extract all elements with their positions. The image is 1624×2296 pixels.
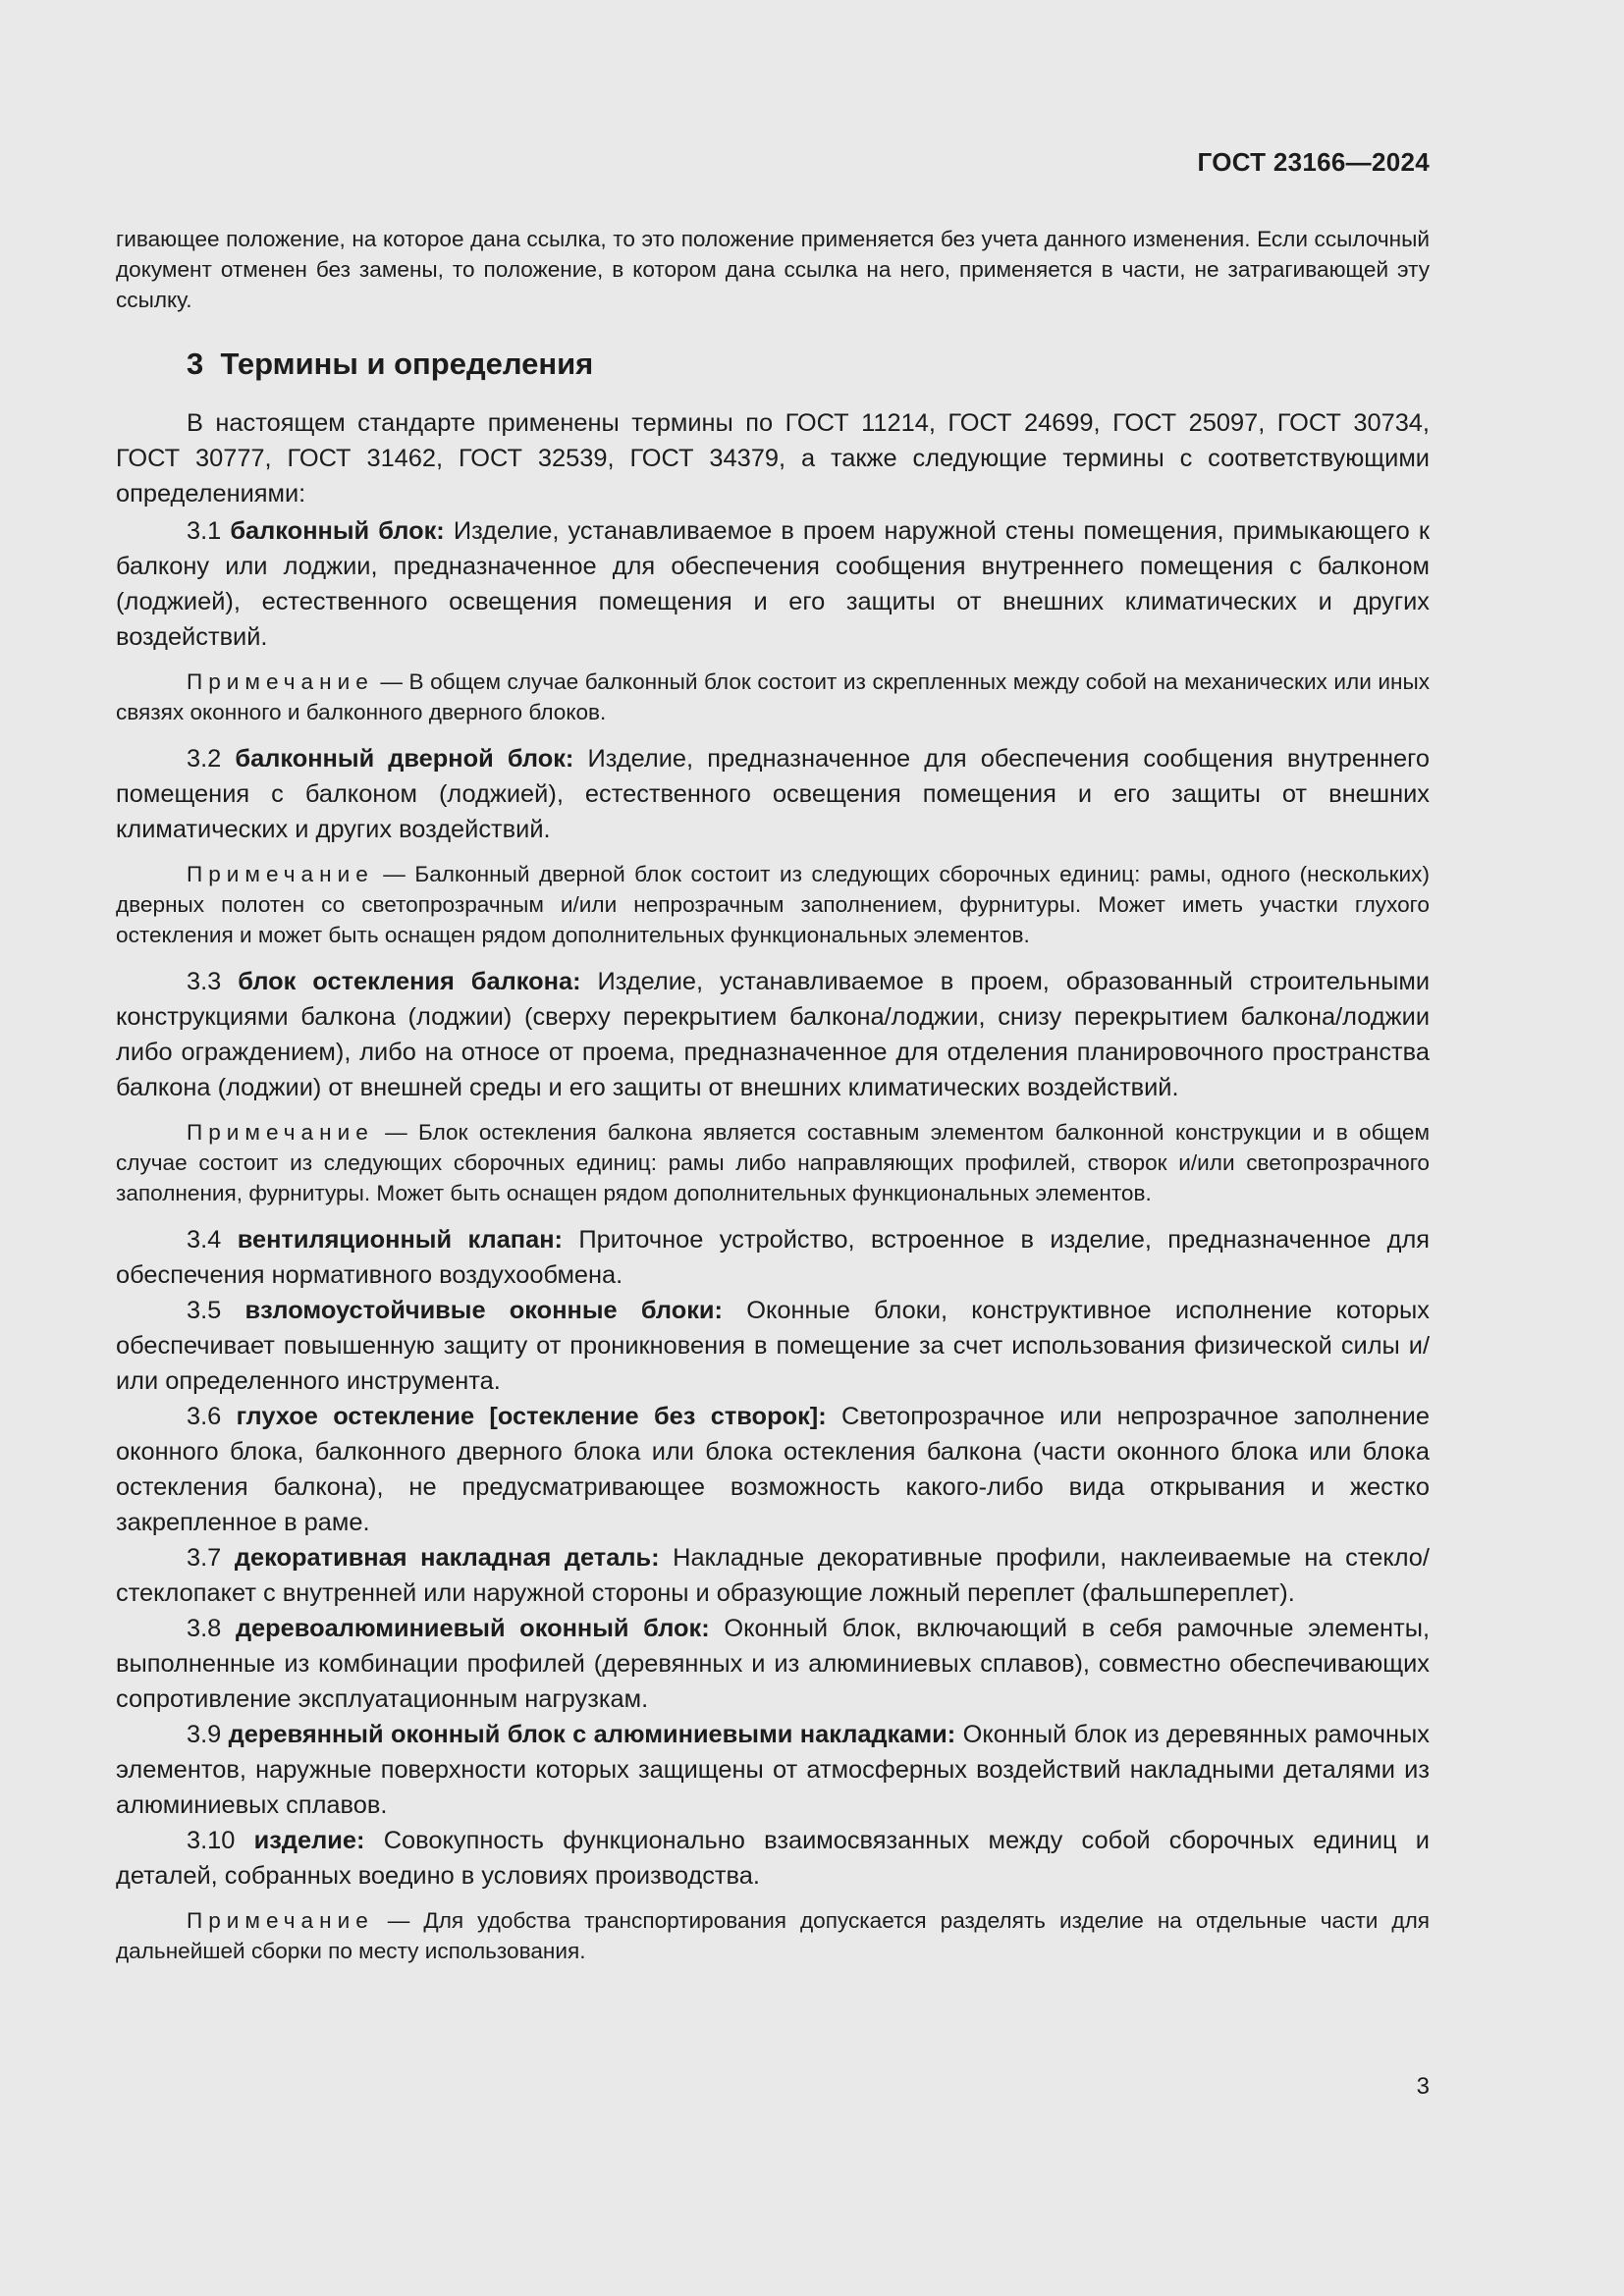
term-number: 3.8 <box>187 1615 222 1642</box>
note-text: — В общем случае балконный блок состоит из скрепленных между собой на механических или иных связях оконного и балконного дверного блоков. <box>116 669 1430 724</box>
term-note <box>116 1117 1430 1208</box>
term-definition: Изделие, устанавливаемое в проем наружной стены помещения, примыкающего к балкону или лоджии, предназначенное для обеспечения сообщения внутреннего помещения с балконом (лоджией), естественного освещения помещения и его защиты от внешних климатических и других воздействий. <box>116 517 1430 651</box>
term-entry <box>116 1222 1430 1293</box>
note-label: Примечание <box>187 862 374 886</box>
term-number: 3.4 <box>187 1226 222 1254</box>
term-number: 3.1 <box>187 517 222 545</box>
term-name: блок остекления балкона: <box>238 968 581 995</box>
term-name: глухое остекление [остекление без створок]: <box>236 1403 827 1430</box>
term-name: декоративная накладная деталь: <box>234 1544 660 1572</box>
term-entry <box>116 1293 1430 1399</box>
term-number: 3.5 <box>187 1297 222 1324</box>
term-entry <box>116 741 1430 847</box>
term-name: деревянный оконный блок с алюминиевыми накладками: <box>228 1721 956 1748</box>
note-text: — Балконный дверной блок состоит из следующих сборочных единиц: рамы, одного (нескольких) дверных полотен со светопрозрачным и/или непрозрачным заполнением, фурнитуры. Может иметь участки глухого остекления и может быть оснащен рядом дополнительных функциональных элементов. <box>116 862 1430 947</box>
term-name: вентиляционный клапан: <box>237 1226 563 1254</box>
term-name: балконный дверной блок: <box>235 745 574 773</box>
term-number: 3.7 <box>187 1544 222 1572</box>
term-name: деревоалюминиевый оконный блок: <box>235 1615 710 1642</box>
term-number: 3.9 <box>187 1721 222 1748</box>
term-entry <box>116 1717 1430 1823</box>
term-number: 3.6 <box>187 1403 222 1430</box>
term-definition: Оконные блоки, конструктивное исполнение которых обеспечивает повышенную защиту от проникновения в помещение за счет использования физической силы и/или определенного инструмента. <box>116 1297 1430 1395</box>
section-title: Термины и определения <box>220 347 594 381</box>
term-definition: Накладные декоративные профили, наклеиваемые на стекло/стеклопакет с внутренней или наружной стороны и образующие ложный переплет (фальшпереплет). <box>116 1544 1430 1607</box>
term-definition: Совокупность функционально взаимосвязанных между собой сборочных единиц и деталей, собранных воедино в условиях производства. <box>116 1827 1430 1890</box>
term-definition: Приточное устройство, встроенное в изделие, предназначенное для обеспечения нормативного воздухообмена. <box>116 1226 1431 1289</box>
terms-list <box>116 513 1430 1966</box>
term-entry <box>116 964 1430 1105</box>
note-label: Примечание <box>187 1908 374 1933</box>
term-definition: Светопрозрачное или непрозрачное заполнение оконного блока, балконного дверного блока или блока остекления балкона (части оконного блока или блока остекления балкона), не предусматривающее возможность какого-либо вида открывания и жестко закрепленное в раме. <box>116 1403 1430 1536</box>
section-intro: В настоящем стандарте применены термины по ГОСТ 11214, ГОСТ 24699, ГОСТ 25097, ГОСТ 30734, ГОСТ 30777, ГОСТ 31462, ГОСТ 32539, ГОСТ 34379, а также следующие термины с соответствующими определениями: <box>116 409 1430 507</box>
term-definition: Изделие, предназначенное для обеспечения сообщения внутреннего помещения с балконом (лоджией), естественного освещения помещения и его защиты от внешних климатических и других воздействий. <box>116 745 1430 843</box>
term-note <box>116 1905 1430 1966</box>
term-entry <box>116 1540 1430 1611</box>
term-definition: Оконный блок из деревянных рамочных элементов, наружные поверхности которых защищены от атмосферных воздействий накладными деталями из алюминиевых сплавов. <box>116 1721 1430 1819</box>
section-heading <box>116 345 1430 384</box>
lead-paragraph: гивающее положение, на которое дана ссылка, то это положение применяется без учета данного изменения. Если ссылочный документ отменен без замены, то положение, в котором дана ссылка на него, применяется в части, не затрагивающей эту ссылку. <box>116 227 1430 312</box>
document-content <box>116 224 1430 1980</box>
term-name: изделие: <box>253 1827 365 1854</box>
document-header: ГОСТ 23166—2024 <box>1197 147 1430 177</box>
note-label: Примечание <box>187 669 374 694</box>
note-text: — Для удобства транспортирования допускается разделять изделие на отдельные части для дальнейшей сборки по месту использования. <box>116 1908 1430 1963</box>
term-note <box>116 667 1430 727</box>
term-entry <box>116 1399 1430 1540</box>
term-definition: Изделие, устанавливаемое в проем, образованный строительными конструкциями балкона (лоджии) (сверху перекрытием балкона/лоджии, снизу перекрытием балкона/лоджии либо ограждением), либо на относе от проема, предназначенное для отделения планировочного пространства балкона (лоджии) от внешней среды и его защиты от внешних климатических воздействий. <box>116 968 1430 1101</box>
term-number: 3.3 <box>187 968 222 995</box>
section-number: 3 <box>187 347 204 381</box>
term-definition: Оконный блок, включающий в себя рамочные элементы, выполненные из комбинации профилей (деревянных и из алюминиевых сплавов), совместно обеспечивающих сопротивление эксплуатационным нагрузкам. <box>116 1615 1431 1713</box>
term-number: 3.10 <box>187 1827 236 1854</box>
term-number: 3.2 <box>187 745 222 773</box>
term-name: балконный блок: <box>230 517 445 545</box>
term-note <box>116 859 1430 950</box>
note-text: — Блок остекления балкона является составным элементом балконной конструкции и в общем случае состоит из следующих сборочных единиц: рамы либо направляющих профилей, створок и/или светопрозрачного заполнения, фурнитуры. Может быть оснащен рядом дополнительных функциональных элементов. <box>116 1120 1430 1205</box>
term-name: взломоустойчивые оконные блоки: <box>244 1297 723 1324</box>
term-entry <box>116 1823 1430 1894</box>
term-entry <box>116 1611 1430 1717</box>
term-entry <box>116 513 1430 655</box>
page-number: 3 <box>1416 2073 1430 2100</box>
note-label: Примечание <box>187 1120 374 1145</box>
